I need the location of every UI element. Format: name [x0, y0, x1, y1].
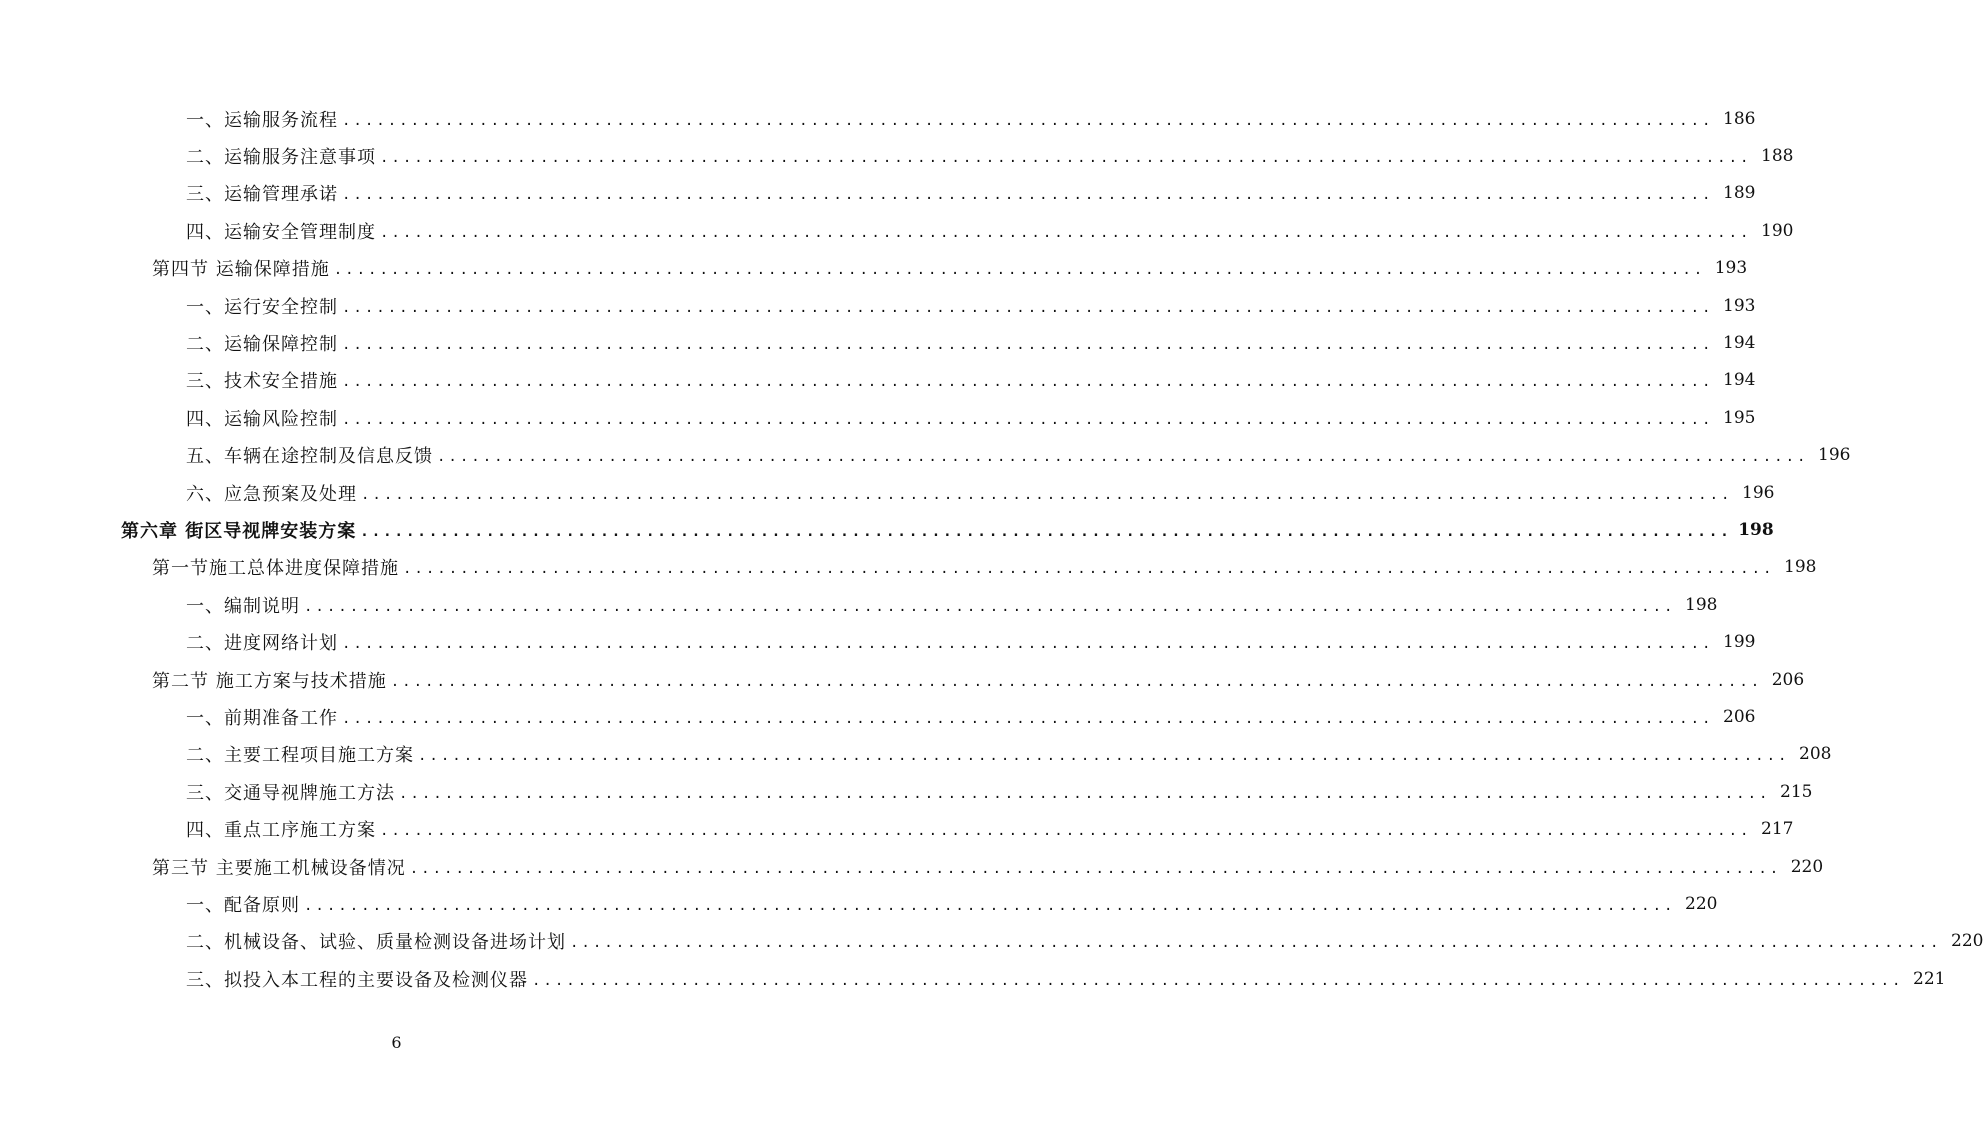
toc-entry-page-number: 198	[1738, 519, 1774, 540]
dot-leader: ........................................................................................................................	[342, 337, 1714, 354]
toc-entry-page-number: 189	[1723, 183, 1756, 204]
toc-entry-page-number: 220	[1790, 856, 1824, 877]
toc-entry[interactable]	[0, 250, 1748, 287]
dot-leader: ........................................................................................................................	[570, 935, 1942, 952]
toc-entry[interactable]	[0, 137, 1794, 174]
toc-entry-title: 二、机械设备、试验、质量检测设备进场计划	[186, 932, 566, 954]
toc-entry[interactable]	[0, 960, 1946, 997]
toc-entry[interactable]	[0, 810, 1794, 847]
toc-entry[interactable]	[0, 175, 1756, 212]
toc-entry[interactable]	[0, 511, 1774, 548]
toc-entry-page-number: 220	[1951, 931, 1983, 952]
toc-entry-page-number: 194	[1723, 333, 1756, 354]
toc-entry-title: 二、进度网络计划	[186, 633, 338, 655]
toc-entry-title: 二、运输保障控制	[186, 334, 338, 356]
toc-entry[interactable]	[0, 474, 1775, 511]
toc-entry-title: 一、运输服务流程	[186, 109, 338, 131]
dot-leader: ........................................................................................................................	[380, 224, 1752, 241]
toc-entry[interactable]	[0, 848, 1824, 885]
dot-leader: ........................................................................................................................	[304, 897, 1676, 914]
dot-leader: ........................................................................................................................	[304, 598, 1676, 615]
toc-entry-title: 四、运输风险控制	[186, 408, 338, 430]
toc-entry[interactable]	[0, 324, 1756, 361]
toc-entry-page-number: 198	[1685, 594, 1718, 615]
toc-entry-title: 四、运输安全管理制度	[186, 221, 376, 243]
toc-entry-page-number: 208	[1799, 744, 1832, 765]
toc-entry-title: 一、编制说明	[186, 595, 300, 617]
toc-entry-title: 三、运输管理承诺	[186, 184, 338, 206]
toc-entry-title: 三、拟投入本工程的主要设备及检测仪器	[186, 969, 528, 991]
dot-leader: ........................................................................................................................	[361, 486, 1733, 503]
toc-entry[interactable]	[0, 885, 1718, 922]
toc-entry-title: 五、车辆在途控制及信息反馈	[186, 446, 433, 468]
toc-entry-title: 第二节 施工方案与技术措施	[152, 670, 387, 692]
toc-entry-title: 六、应急预案及处理	[186, 483, 357, 505]
dot-leader: ........................................................................................................................	[360, 523, 1732, 540]
dot-leader: ........................................................................................................................	[333, 262, 1706, 279]
toc-entry-page-number: 194	[1723, 370, 1756, 391]
toc-entry-title: 第四节 运输保障措施	[152, 259, 330, 281]
toc-entry[interactable]	[0, 362, 1756, 399]
dot-leader: ........................................................................................................................	[342, 411, 1714, 428]
toc-entry-page-number: 196	[1742, 482, 1775, 503]
toc-entry-page-number: 195	[1723, 407, 1756, 428]
toc-entry[interactable]	[0, 100, 1756, 137]
toc-entry-page-number: 220	[1685, 893, 1718, 914]
toc-entry-page-number: 217	[1761, 819, 1794, 840]
toc-entry[interactable]	[0, 287, 1756, 324]
toc-entry[interactable]	[0, 586, 1718, 623]
toc-entry-page-number: 193	[1714, 258, 1748, 279]
toc-entry[interactable]	[0, 437, 1851, 474]
toc-entry-page-number: 186	[1723, 108, 1756, 129]
toc-entry-page-number: 199	[1723, 632, 1756, 653]
dot-leader: ........................................................................................................................	[399, 785, 1771, 802]
dot-leader: ........................................................................................................................	[342, 374, 1714, 391]
toc-entry-title: 四、重点工序施工方案	[186, 820, 376, 842]
dot-leader: ........................................................................................................................	[390, 673, 1763, 690]
dot-leader: ........................................................................................................................	[380, 150, 1752, 167]
dot-leader: ........................................................................................................................	[437, 449, 1809, 466]
toc-entry-page-number: 221	[1913, 968, 1946, 989]
dot-leader: ........................................................................................................................	[342, 187, 1714, 204]
toc-entry-title: 三、技术安全措施	[186, 371, 338, 393]
toc-entry[interactable]	[0, 212, 1794, 249]
toc-entry-page-number: 215	[1780, 781, 1813, 802]
toc-entry-page-number: 206	[1723, 706, 1756, 727]
dot-leader: ........................................................................................................................	[418, 748, 1790, 765]
toc-entry-title: 三、交通导视牌施工方法	[186, 782, 395, 804]
dot-leader: ........................................................................................................................	[532, 972, 1904, 989]
toc-entry[interactable]	[0, 623, 1756, 660]
toc-entry[interactable]	[0, 698, 1756, 735]
toc-entry[interactable]	[0, 923, 1983, 960]
toc-entry[interactable]	[0, 399, 1756, 436]
toc-entry[interactable]	[0, 736, 1832, 773]
toc-entry-title: 二、运输服务注意事项	[186, 147, 376, 169]
toc-entry-title: 第一节施工总体进度保障措施	[152, 558, 399, 580]
toc-entry-title: 一、前期准备工作	[186, 707, 338, 729]
toc-entry-page-number: 193	[1723, 295, 1756, 316]
toc-entry-title: 第六章 街区导视牌安装方案	[121, 520, 357, 542]
toc-entry-page-number: 190	[1761, 220, 1794, 241]
toc-entry[interactable]	[0, 549, 1817, 586]
toc-entry-title: 二、主要工程项目施工方案	[186, 745, 414, 767]
dot-leader: ........................................................................................................................	[380, 823, 1752, 840]
toc-entry-page-number: 198	[1784, 557, 1817, 578]
toc-entry-title: 一、运行安全控制	[186, 296, 338, 318]
toc-entry[interactable]	[0, 773, 1813, 810]
dot-leader: ........................................................................................................................	[342, 112, 1714, 129]
dot-leader: ........................................................................................................................	[342, 710, 1714, 727]
toc-entry-page-number: 196	[1818, 445, 1851, 466]
dot-leader: ........................................................................................................................	[342, 636, 1714, 653]
toc-entry-title: 一、配备原则	[186, 894, 300, 916]
page-number: 6	[391, 1033, 402, 1052]
toc-entry-page-number: 188	[1761, 146, 1794, 167]
toc-entry-title: 第三节 主要施工机械设备情况	[152, 857, 406, 879]
dot-leader: ........................................................................................................................	[342, 299, 1714, 316]
toc-entry[interactable]	[0, 661, 1805, 698]
table-of-contents	[0, 100, 1983, 997]
toc-entry-page-number: 206	[1771, 669, 1805, 690]
dot-leader: ........................................................................................................................	[403, 561, 1775, 578]
dot-leader: ........................................................................................................................	[409, 860, 1782, 877]
